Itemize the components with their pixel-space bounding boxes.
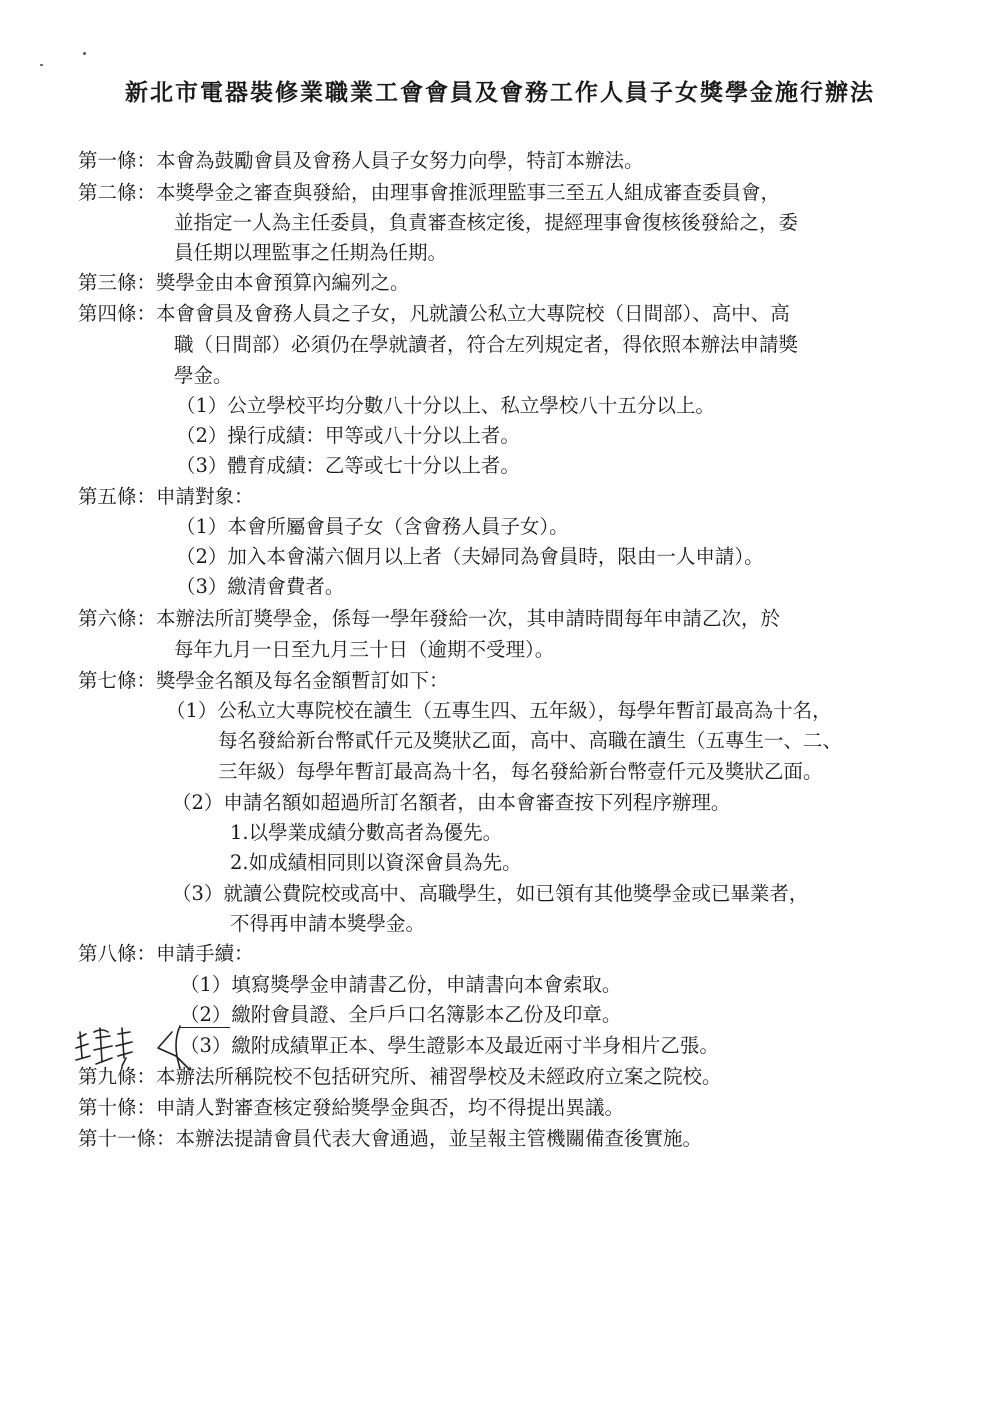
article-7-item: （2）申請名額如超過所訂名額者，由本會審查按下列程序辦理。 bbox=[172, 791, 731, 814]
article-2: 第二條：本獎學金之審查與發給，由理事會推派理監事三至五人組成審查委員會， bbox=[78, 181, 781, 204]
article-2-cont: 員任期以理監事之任期為任期。 bbox=[174, 241, 448, 264]
article-5-item: （1）本會所屬會員子女（含會務人員子女）。 bbox=[176, 515, 569, 538]
article-1: 第一條：本會為鼓勵會員及會務人員子女努力向學，特訂本辦法。 bbox=[78, 149, 644, 172]
article-7-item: （1）公私立大專院校在讀生（五專生四、五年級），每學年暫訂最高為十名， bbox=[166, 699, 832, 722]
article-4-cont: 學金。 bbox=[174, 364, 233, 387]
underline-item-2 bbox=[180, 1027, 230, 1028]
article-5-item: （3）繳清會費者。 bbox=[176, 575, 345, 598]
article-8: 第八條：申請手續： bbox=[78, 942, 254, 965]
article-2-cont: 並指定一人為主任委員，負責審查核定後，提經理事會復核後發給之，委 bbox=[174, 211, 799, 234]
article-7-item-cont: 三年級）每學年暫訂最高為十名，每名發給新台幣壹仟元及獎狀乙面。 bbox=[218, 760, 823, 783]
article-7-subitem: 2.如成績相同則以資深會員為先。 bbox=[230, 851, 522, 874]
article-9: 第九條：本辦法所稱院校不包括研究所、補習學校及未經政府立案之院校。 bbox=[78, 1065, 722, 1088]
handwritten-correction-mark bbox=[72, 1018, 192, 1078]
article-4: 第四條：本會會員及會務人員之子女，凡就讀公私立大專院校（日間部）、高中、高 bbox=[78, 302, 790, 325]
article-11: 第十一條：本辦法提請會員代表大會通過，並呈報主管機關備查後實施。 bbox=[78, 1127, 703, 1150]
article-7-item-cont: 每名發給新台幣貳仟元及獎狀乙面，高中、高職在讀生（五專生一、二、 bbox=[218, 729, 843, 752]
article-10: 第十條：申請人對審查核定發給獎學金與否，均不得提出異議。 bbox=[78, 1096, 625, 1119]
article-4-item: （2）操行成績：甲等或八十分以上者。 bbox=[176, 424, 520, 447]
article-5-item: （2）加入本會滿六個月以上者（夫婦同為會員時，限由一人申請）。 bbox=[176, 545, 764, 568]
article-5: 第五條：申請對象： bbox=[78, 485, 254, 508]
article-6-cont: 每年九月一日至九月三十日（逾期不受理）。 bbox=[174, 638, 555, 661]
article-3: 第三條：獎學金由本會預算內編列之。 bbox=[78, 271, 410, 294]
article-4-item: （1）公立學校平均分數八十分以上、私立學校八十五分以上。 bbox=[176, 394, 715, 417]
article-8-item: （2）繳附會員證、全戶戶口名簿影本乙份及印章。 bbox=[180, 1003, 622, 1026]
article-7-item: （3）就讀公費院校或高中、高職學生，如已領有其他獎學金或已畢業者， bbox=[172, 882, 809, 905]
article-7-item-cont: 不得再申請本獎學金。 bbox=[230, 912, 426, 935]
article-8-item: （1）填寫獎學金申請書乙份，申請書向本會索取。 bbox=[180, 973, 622, 996]
scan-speck bbox=[83, 52, 86, 55]
article-4-item: （3）體育成績：乙等或七十分以上者。 bbox=[176, 454, 520, 477]
article-7-subitem: 1.以學業成績分數高者為優先。 bbox=[230, 821, 503, 844]
article-8-item: （3）繳附成績單正本、學生證影本及最近兩寸半身相片乙張。 bbox=[180, 1034, 719, 1057]
document-title: 新北市電器裝修業職業工會會員及會務工作人員子女獎學金施行辦法 bbox=[125, 79, 875, 106]
article-4-cont: 職（日間部）必須仍在學就讀者，符合左列規定者，得依照本辦法申請獎 bbox=[174, 333, 799, 356]
scan-speck bbox=[40, 64, 43, 66]
article-7: 第七條：獎學金名額及每名金額暫訂如下： bbox=[78, 669, 449, 692]
article-6: 第六條：本辦法所訂獎學金，係每一學年發給一次，其申請時間每年申請乙次，於 bbox=[78, 607, 781, 630]
